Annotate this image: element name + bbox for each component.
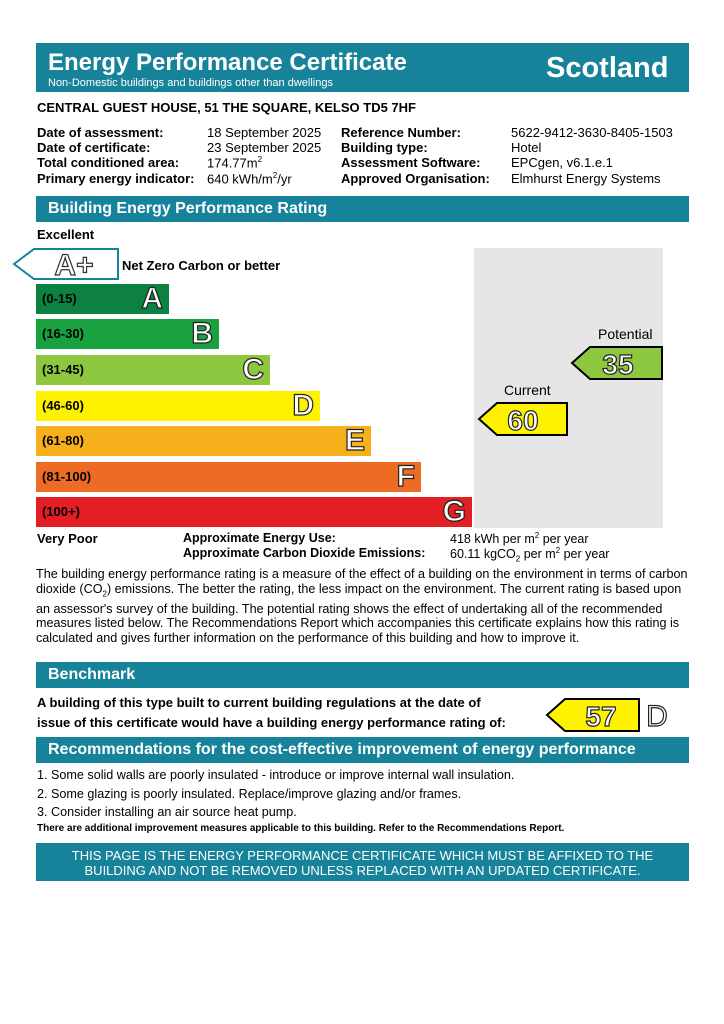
building-type-value: Hotel — [511, 140, 542, 155]
potential-arrow — [570, 345, 664, 381]
recommendations-note: There are additional improvement measures applicable to this building. Refer to the Recommendations Report. — [37, 823, 565, 834]
band-a — [36, 284, 169, 314]
benchmark-line-2: issue of this certificate would have a building energy performance rating of: — [37, 715, 506, 730]
band-d — [36, 391, 320, 421]
benchmark-line-1: A building of this type built to current building regulations at the date of — [37, 695, 481, 710]
primary-energy-label: Primary energy indicator: — [37, 171, 195, 186]
footer-line-2: BUILDING AND NOT BE REMOVED UNLESS REPLACED WITH AN UPDATED CERTIFICATE. — [84, 862, 641, 878]
primary-energy-value: 640 kWh/$m^2/yr$ — [207, 171, 292, 187]
very-poor-label: Very Poor — [37, 531, 98, 546]
rating-section-header — [36, 196, 689, 222]
reference-number-value: 5622-9412-3630-8405-1503 — [511, 125, 673, 140]
band-g — [36, 497, 472, 527]
building-type-label: Building type: — [341, 140, 428, 155]
aplus-arrow — [12, 246, 122, 282]
energy-use-value: 418 kWh per $m^2$ per year — [450, 531, 589, 547]
benchmark-letter — [642, 697, 672, 733]
conditioned-area-label: Total conditioned area: — [37, 155, 180, 170]
co2-label: Approximate Carbon Dioxide Emissions: — [183, 546, 426, 560]
certificate-date-value: 23 September 2025 — [207, 140, 322, 155]
band-f — [36, 462, 421, 492]
band-e-range: (61-80) — [42, 433, 84, 448]
band-a-letter: A — [141, 282, 163, 315]
band-b-range: (16-30) — [42, 326, 84, 341]
assessment-software-label: Assessment Software: — [341, 155, 481, 170]
certificate-subtitle: Non-Domestic buildings and buildings other than dwellings — [48, 77, 333, 89]
band-g-range: (100+) — [42, 504, 80, 519]
recommendations-header — [36, 737, 689, 763]
certificate-title: Energy Performance Certificate — [48, 49, 407, 76]
band-f-range: (81-100) — [42, 469, 92, 484]
benchmark-title: Benchmark — [48, 666, 136, 683]
band-e — [36, 426, 371, 456]
band-c — [36, 355, 270, 385]
band-d-letter: D — [292, 389, 314, 422]
recommendation-item: 2. Some glazing is poorly insulated. Replace/improve glazing and/or frames. — [37, 787, 462, 801]
reference-number-label: Reference Number: — [341, 125, 461, 140]
energy-use-label: Approximate Energy Use: — [183, 531, 336, 545]
property-address: CENTRAL GUEST HOUSE, 51 THE SQUARE, KELSO TD5 7HF — [37, 100, 416, 115]
band-c-range: (31-45) — [42, 362, 84, 377]
aplus-letter: A+ — [54, 249, 94, 282]
approved-organisation-value: Elmhurst Energy Systems — [511, 171, 661, 186]
band-b-letter: B — [191, 317, 213, 350]
band-c-letter: C — [242, 353, 264, 386]
rating-chart-background — [474, 248, 663, 528]
current-value: 60 — [507, 405, 539, 436]
potential-label: Potential — [598, 326, 653, 342]
footer-notice — [36, 843, 689, 881]
footer-line-1: THIS PAGE IS THE ENERGY PERFORMANCE CERTIFICATE WHICH MUST BE AFFIXED TO THE — [71, 848, 654, 863]
excellent-label: Excellent — [37, 227, 95, 242]
benchmark-value: 57 — [585, 701, 617, 732]
rating-section-title: Building Energy Performance Rating — [48, 200, 328, 217]
band-a-range: (0-15) — [42, 291, 77, 306]
rating-description: The building energy performance rating is a measure of the effect of a building on the environment in terms of carbon dioxide $(CO_2)$ emissions. The better the rating, the less impact on the environment. The current rating is based upon an assessor's survey of the building. The potential rating shows the effect of undertaking all of the recommended measures listed below. The Recommendations Report which accompanies this certificate explains how this rating is calculated and gives further information on the performance of this building and how to improve it. — [36, 567, 688, 645]
recommendation-item: 3. Consider installing an air source heat pump. — [37, 805, 297, 819]
potential-value: 35 — [602, 349, 634, 380]
aplus-text: Net Zero Carbon or better — [122, 258, 281, 273]
conditioned-area-value: $174.77m^2$ — [207, 155, 263, 171]
recommendation-item: 1. Some solid walls are poorly insulated - introduce or improve internal wall insulation. — [37, 768, 515, 782]
certificate-date-label: Date of certificate: — [37, 140, 151, 155]
band-b — [36, 319, 219, 349]
benchmark-header — [36, 662, 689, 688]
region-label: Scotland — [546, 52, 669, 84]
recommendations-title: Recommendations for the cost-effective improvement of energy performance — [48, 741, 636, 758]
current-arrow — [477, 401, 569, 437]
approved-organisation-label: Approved Organisation: — [341, 171, 490, 186]
assessment-software-value: EPCgen, v6.1.e.1 — [511, 155, 613, 170]
assessment-date-label: Date of assessment: — [37, 125, 164, 140]
band-f-letter: F — [396, 460, 415, 493]
co2-value: 60.11 kgCO$_2$ per $m^2$ per year — [450, 546, 610, 564]
benchmark-arrow — [545, 697, 641, 733]
current-label: Current — [504, 382, 551, 398]
band-e-letter: E — [344, 424, 365, 457]
band-g-letter: G — [442, 495, 466, 528]
svg-text:D: D — [646, 700, 668, 733]
assessment-date-value: 18 September 2025 — [207, 125, 322, 140]
band-d-range: (46-60) — [42, 398, 84, 413]
